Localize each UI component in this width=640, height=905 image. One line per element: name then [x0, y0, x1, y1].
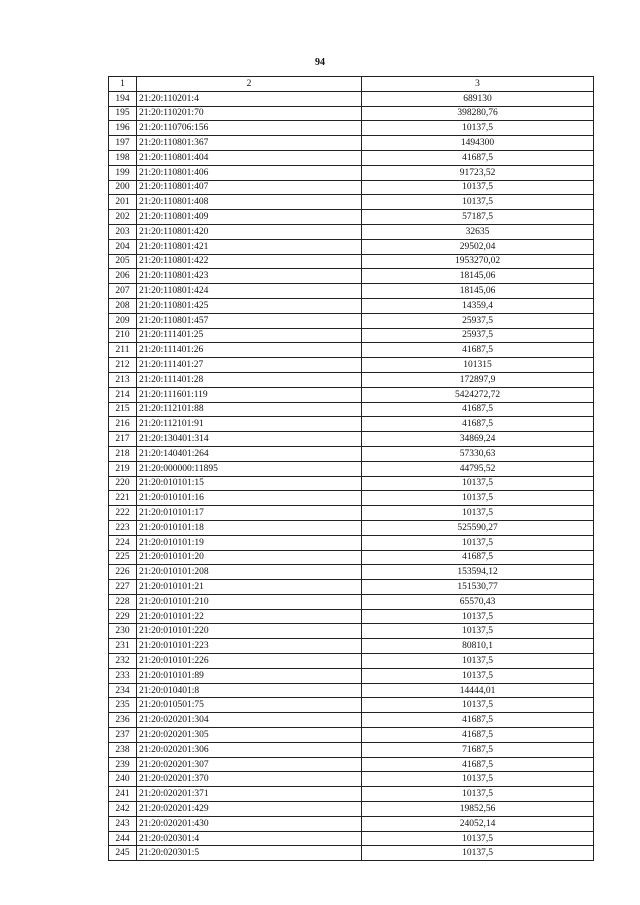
cadastral-number: 21:20:010101:15	[137, 476, 362, 491]
cadastral-number: 21:20:110801:422	[137, 254, 362, 269]
table-row	[109, 757, 594, 772]
table-row	[109, 180, 594, 195]
cadastral-value: 10137,5	[362, 624, 594, 639]
cadastral-value: 32635	[362, 224, 594, 239]
table-row	[109, 417, 594, 432]
table-row	[109, 372, 594, 387]
cadastral-number: 21:20:010101:16	[137, 491, 362, 506]
cadastral-value: 10137,5	[362, 787, 594, 802]
cadastral-value: 10137,5	[362, 195, 594, 210]
cadastral-number: 21:20:110201:4	[137, 91, 362, 106]
cadastral-number: 21:20:010101:223	[137, 639, 362, 654]
cadastral-number: 21:20:010101:19	[137, 535, 362, 550]
cadastral-number: 21:20:010501:75	[137, 698, 362, 713]
row-number: 220	[109, 476, 137, 491]
cadastral-number: 21:20:010101:208	[137, 565, 362, 580]
cadastral-number: 21:20:020201:429	[137, 802, 362, 817]
row-number: 242	[109, 802, 137, 817]
table-row	[109, 387, 594, 402]
cadastral-number: 21:20:010101:17	[137, 506, 362, 521]
cadastral-value: 10137,5	[362, 506, 594, 521]
cadastral-value: 1494300	[362, 136, 594, 151]
column-header-2: 2	[137, 77, 362, 92]
table-row	[109, 698, 594, 713]
cadastral-value: 80810,1	[362, 639, 594, 654]
cadastral-number: 21:20:130401:314	[137, 432, 362, 447]
cadastral-number: 21:20:010101:20	[137, 550, 362, 565]
row-number: 241	[109, 787, 137, 802]
table-row	[109, 520, 594, 535]
cadastral-number: 21:20:110706:156	[137, 121, 362, 136]
cadastral-value: 18145,06	[362, 284, 594, 299]
row-number: 215	[109, 402, 137, 417]
row-number: 198	[109, 150, 137, 165]
table-row	[109, 683, 594, 698]
cadastral-value: 41687,5	[362, 150, 594, 165]
row-number: 236	[109, 713, 137, 728]
table-row	[109, 269, 594, 284]
table-row	[109, 106, 594, 121]
cadastral-value: 91723,52	[362, 165, 594, 180]
cadastral-value: 5424272,72	[362, 387, 594, 402]
cadastral-value: 10137,5	[362, 772, 594, 787]
cadastral-number: 21:20:020201:304	[137, 713, 362, 728]
table-row	[109, 772, 594, 787]
cadastral-number: 21:20:110801:409	[137, 210, 362, 225]
row-number: 196	[109, 121, 137, 136]
cadastral-value: 18145,06	[362, 269, 594, 284]
cadastral-number: 21:20:111401:25	[137, 328, 362, 343]
cadastral-number: 21:20:010101:22	[137, 609, 362, 624]
row-number: 240	[109, 772, 137, 787]
column-header-1: 1	[109, 77, 137, 92]
cadastral-value: 101315	[362, 358, 594, 373]
table-row	[109, 802, 594, 817]
cadastral-number: 21:20:010101:89	[137, 668, 362, 683]
row-number: 199	[109, 165, 137, 180]
cadastral-number: 21:20:010401:8	[137, 683, 362, 698]
cadastral-value: 44795,52	[362, 461, 594, 476]
table-row	[109, 136, 594, 151]
row-number: 214	[109, 387, 137, 402]
table-row	[109, 713, 594, 728]
cadastral-number: 21:20:010101:226	[137, 654, 362, 669]
row-number: 219	[109, 461, 137, 476]
cadastral-value: 525590,27	[362, 520, 594, 535]
row-number: 195	[109, 106, 137, 121]
table-row	[109, 239, 594, 254]
table-row	[109, 402, 594, 417]
cadastral-value: 41687,5	[362, 757, 594, 772]
cadastral-number: 21:20:020201:307	[137, 757, 362, 772]
row-number: 209	[109, 313, 137, 328]
cadastral-value: 10137,5	[362, 180, 594, 195]
table-row	[109, 787, 594, 802]
cadastral-value: 10137,5	[362, 535, 594, 550]
table-row	[109, 476, 594, 491]
row-number: 232	[109, 654, 137, 669]
cadastral-value: 65570,43	[362, 594, 594, 609]
cadastral-number: 21:20:000000:11895	[137, 461, 362, 476]
cadastral-value: 41687,5	[362, 550, 594, 565]
cadastral-number: 21:20:010101:220	[137, 624, 362, 639]
table-row	[109, 121, 594, 136]
cadastral-value: 10137,5	[362, 831, 594, 846]
cadastral-number: 21:20:110201:70	[137, 106, 362, 121]
row-number: 221	[109, 491, 137, 506]
row-number: 208	[109, 298, 137, 313]
cadastral-value: 14359,4	[362, 298, 594, 313]
table-row	[109, 594, 594, 609]
table-row	[109, 91, 594, 106]
table-row	[109, 195, 594, 210]
cadastral-value: 10137,5	[362, 668, 594, 683]
row-number: 210	[109, 328, 137, 343]
row-number: 234	[109, 683, 137, 698]
row-number: 194	[109, 91, 137, 106]
cadastral-value: 41687,5	[362, 417, 594, 432]
cadastral-value-table	[108, 76, 594, 861]
column-header-3: 3	[362, 77, 594, 92]
cadastral-number: 21:20:020301:4	[137, 831, 362, 846]
cadastral-value: 29502,04	[362, 239, 594, 254]
table-row	[109, 461, 594, 476]
cadastral-value: 57330,63	[362, 446, 594, 461]
table-row	[109, 816, 594, 831]
row-number: 205	[109, 254, 137, 269]
row-number: 237	[109, 728, 137, 743]
cadastral-value: 10137,5	[362, 609, 594, 624]
cadastral-number: 21:20:020201:305	[137, 728, 362, 743]
table-row	[109, 624, 594, 639]
cadastral-value: 34869,24	[362, 432, 594, 447]
row-number: 228	[109, 594, 137, 609]
row-number: 231	[109, 639, 137, 654]
cadastral-value: 24052,14	[362, 816, 594, 831]
row-number: 217	[109, 432, 137, 447]
table-row	[109, 150, 594, 165]
cadastral-value: 689130	[362, 91, 594, 106]
table-row	[109, 846, 594, 861]
cadastral-number: 21:20:111601:119	[137, 387, 362, 402]
row-number: 218	[109, 446, 137, 461]
row-number: 230	[109, 624, 137, 639]
cadastral-number: 21:20:110801:367	[137, 136, 362, 151]
cadastral-value: 41687,5	[362, 728, 594, 743]
row-number: 245	[109, 846, 137, 861]
table-row	[109, 432, 594, 447]
row-number: 222	[109, 506, 137, 521]
table-row	[109, 550, 594, 565]
table-row	[109, 580, 594, 595]
cadastral-value: 153594,12	[362, 565, 594, 580]
row-number: 212	[109, 358, 137, 373]
row-number: 202	[109, 210, 137, 225]
table-row	[109, 328, 594, 343]
cadastral-value: 57187,5	[362, 210, 594, 225]
row-number: 201	[109, 195, 137, 210]
cadastral-number: 21:20:110801:404	[137, 150, 362, 165]
cadastral-value: 398280,76	[362, 106, 594, 121]
cadastral-value: 41687,5	[362, 402, 594, 417]
cadastral-number: 21:20:020201:306	[137, 742, 362, 757]
table-row	[109, 506, 594, 521]
page-number: 94	[315, 57, 325, 68]
cadastral-value: 10137,5	[362, 491, 594, 506]
table-row	[109, 654, 594, 669]
cadastral-number: 21:20:110801:423	[137, 269, 362, 284]
table-body	[109, 91, 594, 860]
cadastral-number: 21:20:110801:420	[137, 224, 362, 239]
table-row	[109, 298, 594, 313]
row-number: 203	[109, 224, 137, 239]
row-number: 235	[109, 698, 137, 713]
table-row	[109, 609, 594, 624]
cadastral-value: 25937,5	[362, 313, 594, 328]
row-number: 227	[109, 580, 137, 595]
row-number: 213	[109, 372, 137, 387]
cadastral-value: 19852,56	[362, 802, 594, 817]
cadastral-value: 71687,5	[362, 742, 594, 757]
cadastral-value: 172897,9	[362, 372, 594, 387]
row-number: 200	[109, 180, 137, 195]
cadastral-number: 21:20:112101:88	[137, 402, 362, 417]
table-header	[109, 77, 594, 92]
table-row	[109, 668, 594, 683]
table-row	[109, 535, 594, 550]
table-row	[109, 831, 594, 846]
row-number: 243	[109, 816, 137, 831]
cadastral-number: 21:20:111401:28	[137, 372, 362, 387]
cadastral-number: 21:20:020201:370	[137, 772, 362, 787]
cadastral-number: 21:20:110801:425	[137, 298, 362, 313]
cadastral-number: 21:20:020201:430	[137, 816, 362, 831]
cadastral-number: 21:20:112101:91	[137, 417, 362, 432]
row-number: 238	[109, 742, 137, 757]
cadastral-number: 21:20:110801:457	[137, 313, 362, 328]
cadastral-number: 21:20:110801:424	[137, 284, 362, 299]
cadastral-value: 10137,5	[362, 654, 594, 669]
table-row	[109, 742, 594, 757]
table-row	[109, 728, 594, 743]
cadastral-value: 10137,5	[362, 121, 594, 136]
row-number: 226	[109, 565, 137, 580]
row-number: 229	[109, 609, 137, 624]
cadastral-value: 10137,5	[362, 698, 594, 713]
cadastral-value: 41687,5	[362, 343, 594, 358]
row-number: 211	[109, 343, 137, 358]
cadastral-number: 21:20:110801:406	[137, 165, 362, 180]
cadastral-number: 21:20:020201:371	[137, 787, 362, 802]
table-row	[109, 639, 594, 654]
cadastral-number: 21:20:111401:27	[137, 358, 362, 373]
cadastral-value: 151530,77	[362, 580, 594, 595]
table-row	[109, 254, 594, 269]
header-row	[109, 77, 594, 92]
cadastral-value: 25937,5	[362, 328, 594, 343]
cadastral-value: 14444,01	[362, 683, 594, 698]
table-row	[109, 224, 594, 239]
table-row	[109, 358, 594, 373]
cadastral-value: 10137,5	[362, 476, 594, 491]
cadastral-number: 21:20:020301:5	[137, 846, 362, 861]
cadastral-value: 41687,5	[362, 713, 594, 728]
cadastral-number: 21:20:111401:26	[137, 343, 362, 358]
cadastral-number: 21:20:010101:21	[137, 580, 362, 595]
table-row	[109, 284, 594, 299]
row-number: 206	[109, 269, 137, 284]
cadastral-number: 21:20:110801:421	[137, 239, 362, 254]
cadastral-number: 21:20:010101:18	[137, 520, 362, 535]
cadastral-number: 21:20:140401:264	[137, 446, 362, 461]
row-number: 225	[109, 550, 137, 565]
cadastral-value: 1953270,02	[362, 254, 594, 269]
table-row	[109, 565, 594, 580]
table-row	[109, 491, 594, 506]
cadastral-number: 21:20:110801:408	[137, 195, 362, 210]
row-number: 233	[109, 668, 137, 683]
table-row	[109, 313, 594, 328]
row-number: 239	[109, 757, 137, 772]
table-row	[109, 210, 594, 225]
row-number: 207	[109, 284, 137, 299]
cadastral-number: 21:20:010101:210	[137, 594, 362, 609]
cadastral-number: 21:20:110801:407	[137, 180, 362, 195]
table-row	[109, 343, 594, 358]
row-number: 216	[109, 417, 137, 432]
row-number: 224	[109, 535, 137, 550]
cadastral-value: 10137,5	[362, 846, 594, 861]
row-number: 244	[109, 831, 137, 846]
table-row	[109, 165, 594, 180]
row-number: 204	[109, 239, 137, 254]
row-number: 197	[109, 136, 137, 151]
table-row	[109, 446, 594, 461]
row-number: 223	[109, 520, 137, 535]
